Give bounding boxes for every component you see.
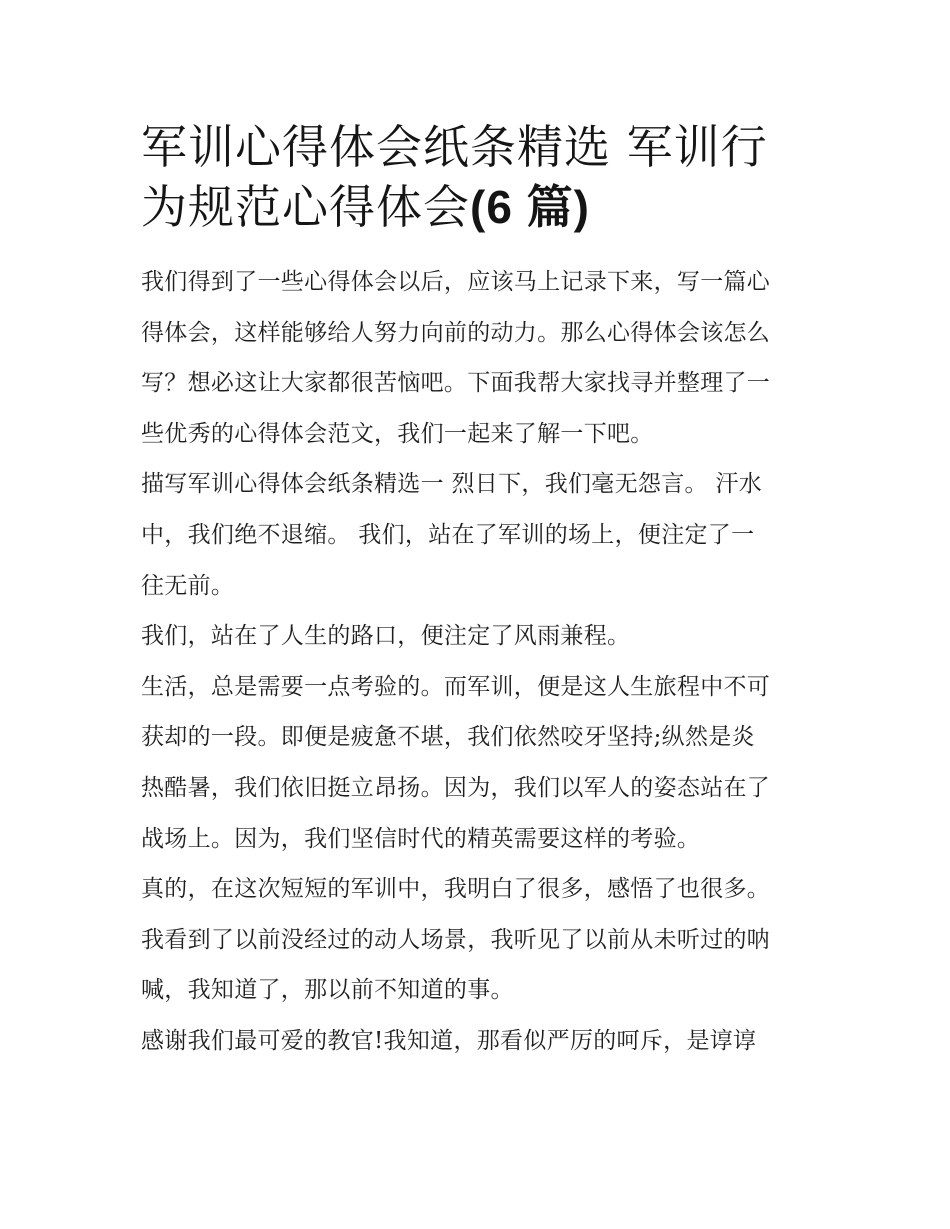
body-line: 战场上。因为，我们坚信时代的精英需要这样的考验。 [141,825,701,852]
body-line: 热酷暑，我们依旧挺立昂扬。因为，我们以军人的姿态站在了 [141,774,771,801]
document-title [141,117,813,237]
body-line: 感谢我们最可爱的教官!我知道，那看似严厉的呵斥，是谆谆 [141,1027,757,1054]
body-line: 中，我们绝不退缩。 我们，站在了军训的场上，便注定了一 [141,521,755,548]
body-line: 描写军训心得体会纸条精选一 烈日下，我们毫无怨言。 汗水 [141,471,763,498]
document-page [141,117,813,1067]
body-line: 获却的一段。即便是疲惫不堪，我们依然咬牙坚持;纵然是炎 [141,724,755,751]
body-line: 我们得到了一些心得体会以后，应该马上记录下来，写一篇心 [141,269,771,295]
body-line: 写？想必这让大家都很苦恼吧。下面我帮大家找寻并整理了一 [141,370,771,397]
body-line: 得体会，这样能够给人努力向前的动力。那么心得体会该怎么 [141,319,771,346]
body-line: 我看到了以前没经过的动人场景，我听见了以前从未听过的呐 [141,926,771,953]
body-line: 生活，总是需要一点考验的。而军训，便是这人生旅程中不可 [141,673,771,700]
title-line-1: 军训心得体会纸条精选 军训行 [141,120,768,174]
body-line: 我们，站在了人生的路口，便注定了风雨兼程。 [141,623,631,650]
title-line-2-text: 为规范心得体会 [141,180,470,234]
title-count: (6 篇) [470,181,590,233]
body-line: 往无前。 [141,572,235,599]
body-line: 些优秀的心得体会范文，我们一起来了解一下吧。 [141,420,654,447]
body-line: 喊，我知道了，那以前不知道的事。 [141,977,514,1004]
title-line-2 [141,177,813,237]
document-body [141,257,813,1067]
body-line: 真的，在这次短短的军训中，我明白了很多，感悟了也很多。 [141,876,771,903]
